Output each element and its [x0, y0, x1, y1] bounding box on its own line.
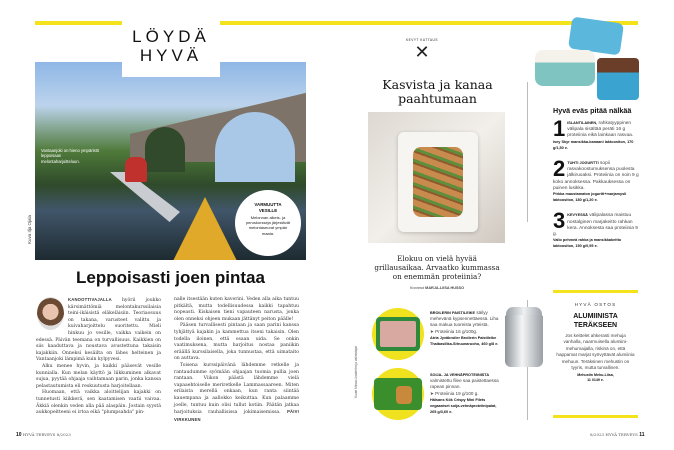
- purchase-box: [553, 302, 638, 383]
- paragraph: hyörii joukko kärsimättömiä melontakurssilaisia teini-ikäisistä eläkeläisiin. Teoriaosuus on takana, varusteet valittu ja kuivaharjoittelu suoritettu. Mieli hinkuu jo vesille, vaikka vaikein on edessä. Päivän teemana on turvallisuus. Kaikkien on siis kaaduttava ja noustava avustettuna takaisin kajakkiin. Onneksi kesäilta on lähes helteinen ja Vantaanjoki lämpimä kuin kylpyvesi.: [36, 298, 161, 363]
- feature-deck: Elokuu on vielä hyvää grillausaikaa. Arvaatko kummassa on enemmän proteiinia?: [374, 254, 500, 281]
- feature-headline: Kasvista ja kanaa paahtumaan: [382, 77, 493, 106]
- paragraph: Pääsen turvallisesti pintaan ja saan parini kanssa tyhjättyä kajakin ja kammettua itseni takaisin. Olen todella iloinen, että osaan uida. Se onkin vaatimuksena, mutta harjoitus nostaa paniikin eräällä kurssilaisella, joka tunnustaa, että uimataito on auttava.: [174, 323, 299, 362]
- product-description: valmistettu filee saa paistettaessa rapean pinnan.: [430, 378, 499, 390]
- byline-label: Koonnut: [409, 286, 425, 290]
- product-info: Hälsans Kök Crispy Mini Filets vegaaniset soija-vehnäproteiinipalat, 265 g/3,60 e.: [430, 397, 497, 415]
- snack-info: Valio pehmeä rahka ja mansikkakeitto laktoositon, 150 g/0,95 e.: [553, 238, 622, 249]
- snack-products-image: [535, 18, 660, 96]
- snack-list: [553, 116, 639, 259]
- snack-lead: ISLANTILAINEN,: [567, 121, 598, 125]
- paragraph: Huomaan, että vaikka aloittelijan kajakki on tunnetusti kiikkerä, sen kaatamisen vaatii vaivaa. Äkkiä olenkin veden alla pää alaspäin. Jostain syystä aukkopeitteeni ei irtoa eikä "plumpsahda" pin-: [36, 390, 161, 416]
- product-description: säilyy mehevänä kypsennettäessä. Liha saa makua tuoreista yrteistä.: [430, 310, 499, 328]
- callout-text: Melonnan alkeis- ja peruskursseja järjestävät melontaseurat ympäri maata.: [245, 215, 291, 236]
- purchase-title: ALUMIINISTA TERÄKSEEN: [573, 313, 618, 329]
- product-info: Atria Jyväbroiler Broilerin Paistileike Thaibasilika-Sitruunaruoho, 460 g/8 e.: [430, 335, 499, 347]
- section-title-box: [122, 0, 220, 77]
- page-footer-right: [590, 432, 644, 438]
- snack-number: 1: [553, 116, 566, 141]
- footer-magazine: HYVÄ TERVEYS 8/2023: [22, 432, 71, 437]
- snack-info: Isey Skyr mansikka-banaani laktoositon, 170 g/1,50 e.: [553, 139, 634, 150]
- lead-in: KANOOTTIVAJALLA: [68, 297, 112, 302]
- callout-circle: [235, 190, 301, 256]
- page-footer-left: [16, 432, 71, 438]
- snack-lead: KEVYESSÄ: [567, 213, 588, 218]
- article-headline: Leppoisasti joen pintaa: [76, 268, 265, 287]
- kayak-front: [170, 197, 240, 260]
- byline-name: MARJA-LIISA HUSSO: [425, 286, 465, 290]
- steamer-lid: [506, 307, 542, 315]
- paragraph: nalle itsestään kuten kaverini. Veden alla aika tuntuu pitkältä, mutta todellisuudessa kaikki tapahtuu nopeasti. Kiskaisen tieni vapauteen narusta, jonka olen onneksi ohjeen mukaan jättänyt peiton päälle!: [174, 297, 299, 322]
- protein-value: ➤ Proteiinia 19 g/100 g.: [430, 390, 479, 396]
- accent-bar: [553, 415, 638, 418]
- fork-knife-icon: ✕: [414, 42, 430, 63]
- paragraph: Alku menee hyvin, ja kaikki pääsevät vesille kunnialla. Kun melan käyttö ja liikkuminen alkavat sujua, pyytää ohjaaja vaihtamaan parin, jonka kanssa pelastautumista eli reskuutusta harjoitellaan.: [36, 363, 161, 389]
- bridge-arch: [145, 127, 185, 172]
- product-image-chicken: [372, 308, 424, 360]
- logo-text: KEVYT KATTAUS: [405, 38, 438, 42]
- snack-text: sopii rasvakoostumuksensa puolesta jälkiruoaksi. Proteiinia on noin 9 g koko annoksessa. Pakkauksessa on puinen lusikka.: [553, 161, 639, 191]
- product-vegan-text: [430, 372, 500, 415]
- product-image-vegan: [372, 368, 424, 420]
- steamer-image: [502, 307, 546, 369]
- product-lead: SOIJA- JA VEHNÄPROTEIINISTA: [430, 373, 490, 377]
- purchase-text: Jos keittelet ahkerasti mehuja vanhalla, naarmuisella alumiini-mehumaijalla, riskinä on, että happamat marjat syövyttävät alumiinia mehuun. Teräksinen mehustin on tyyris, mutta turvallinen.: [556, 333, 635, 371]
- snack-item: [553, 116, 639, 152]
- paragraph: Toisena kurssipäivänä lähdemme retkelle ja rantaudumme syömään ohjaajan tuomia pullia joen rantaan. Viikon päästä lähdemme vielä vapaaehtoiselle meriretkelle Lammassaareen. Miten erilaista merellä onkaan, kun ranta siintää kauempana ja aallokko keikuttaa. Kun palaamme joelle, tuntuu kuin olisi tullut kotiin. Päätän jatkaa harjoituksia rauhallisissa jokimaisemissa.: [174, 362, 299, 416]
- hero-photo: [35, 62, 306, 260]
- section-title-line: LÖYDÄ: [132, 27, 210, 46]
- rahka-cup: [535, 50, 595, 86]
- grilled-food: [413, 147, 463, 217]
- snack-text: välipalassa maistuu nostalginen marjakeitto rahkan kera. Annoksesta saa proteiinia 9 g.: [553, 213, 638, 238]
- product-lead: BROILERIN PAISTILEIKE: [430, 311, 476, 315]
- bridge-arch: [215, 112, 295, 182]
- package: [376, 317, 420, 351]
- snack-text: rahkatyyppinen välipala sisältää peräti 16 g proteiinia eikä lainkaan rasvaa.: [567, 121, 634, 139]
- article-col-2: [174, 297, 299, 424]
- footer-magazine: 8/2023 HYVÄ TERVEYS: [590, 432, 638, 437]
- photo-credit: Kuva Ilja Ojala: [27, 215, 32, 245]
- photo-credit: Kuvat Minna Lindström ja valmistajat: [353, 346, 358, 398]
- photo-caption: Vantaanjoki on hieno ympäristö leppoisaan melontaharjoitteluun.: [41, 148, 100, 164]
- jogurtti-cup: [597, 58, 639, 100]
- article-col-1: [36, 297, 161, 417]
- author-name: PÄIVI VIRKKUNEN: [174, 409, 299, 422]
- page-number: 10: [16, 432, 22, 438]
- kevyt-kattaus-logo: [405, 38, 439, 72]
- snack-title: Hyvä eväs pitää nälkää: [553, 106, 632, 115]
- snack-item: [553, 208, 639, 250]
- snack-lead: TUHTI JOGURTTI: [567, 161, 599, 166]
- food-photo: [368, 112, 505, 243]
- column-divider: [527, 82, 528, 222]
- byline: [372, 286, 502, 290]
- accent-bar: [553, 290, 638, 293]
- paddler: [125, 157, 147, 182]
- product-chicken-text: [430, 310, 500, 347]
- protein-value: ➤ Proteiinia 16 g/100g.: [430, 328, 478, 334]
- steamer-body: [505, 315, 543, 367]
- snack-number: 2: [553, 156, 566, 182]
- section-title-line: HYVÄ: [139, 46, 203, 65]
- page-number: 11: [639, 432, 645, 438]
- snack-number: 3: [553, 208, 566, 234]
- package: [374, 378, 422, 410]
- snack-item: [553, 156, 639, 204]
- snack-info: Pirkka maustamaton jogurtti+marjamysli laktoositon, 180 g/1,20 e.: [553, 192, 627, 203]
- purchase-kicker: HYVÄ OSTOS: [574, 302, 617, 307]
- purchase-info: Mehustin Mehu-Liisa, 11 l/149 e.: [577, 373, 614, 383]
- callout-title: VARMUUTTA VESILLE: [254, 202, 282, 213]
